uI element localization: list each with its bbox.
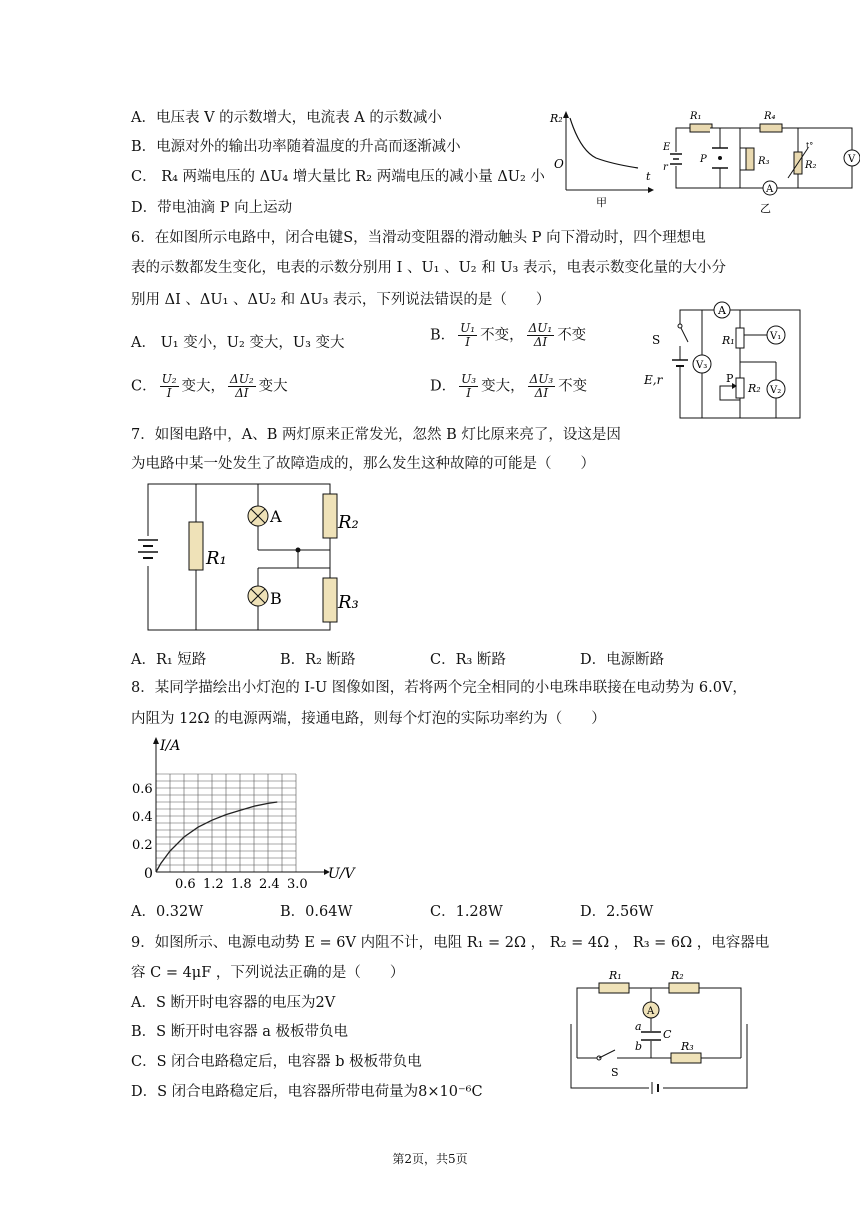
q7-option-c: C．R₃ 断路	[430, 652, 506, 668]
x-tick-label: 1.8	[231, 877, 252, 892]
q8-option-b: B．0.64W	[280, 904, 353, 920]
q8-option-c: C．1.28W	[430, 904, 503, 920]
q9-r2	[669, 983, 699, 993]
q9-line2: 容 C = 4μF ，下列说法正确的是（ ）	[131, 965, 405, 981]
q7-option-d: D．电源断路	[580, 652, 665, 668]
q5-option-c: C． R₄ 两端电压的 ΔU₄ 增大量比 R₂ 两端电压的减小量 ΔU₂ 小	[131, 169, 545, 185]
q9-option-d: D．S 闭合电路稳定后，电容器所带电荷量为8×10⁻⁶C	[131, 1084, 483, 1100]
v1-label: V₁	[770, 331, 782, 342]
q7-r1	[189, 522, 203, 570]
q9-option-b: B．S 断开时电容器 a 极板带负电	[131, 1024, 349, 1040]
q7-r3-label: R₃	[338, 592, 359, 613]
q9-a-label: A	[647, 1006, 655, 1017]
plate-a-label: a	[635, 1020, 642, 1033]
q7-r1-label: R₁	[206, 548, 227, 569]
q6-er-label: E,r	[644, 373, 663, 387]
q9-r3	[671, 1053, 701, 1063]
y-tick-label: 0.2	[132, 838, 153, 853]
page-footer: 第2页，共5页	[392, 1152, 468, 1166]
x-tick-label: 3.0	[287, 877, 308, 892]
q5-circuit-yi	[660, 108, 860, 218]
q5-graph-jia	[548, 108, 658, 208]
q6-r1	[736, 328, 744, 348]
q9-r3-label: R₃	[681, 1040, 694, 1053]
q7-circuit	[130, 478, 370, 638]
capacitor-label: C	[663, 1028, 672, 1041]
q7-r3	[323, 578, 337, 622]
q5-option-d: D．带电油滴 P 向上运动	[131, 200, 293, 216]
r3-label: R₃	[758, 156, 770, 167]
r1-resistor	[690, 124, 712, 132]
q9-option-c: C．S 闭合电路稳定后，电容器 b 极板带负电	[131, 1054, 422, 1070]
q8-line1: 8．某同学描绘出小灯泡的 I-U 图像如图，若将两个完全相同的小电珠串联接在电动势为 6.0V，	[131, 680, 747, 696]
q7-line2: 为电路中某一处发生了故障造成的，那么发生这种故障的可能是（ ）	[131, 456, 595, 472]
r3-resistor	[746, 148, 754, 170]
x-tick-label: 1.2	[203, 877, 224, 892]
x-axis-label: U/V	[328, 866, 355, 882]
q8-option-d: D．2.56W	[580, 904, 654, 920]
ammeter-label: A	[766, 184, 774, 195]
label-yi: 乙	[760, 202, 771, 215]
q9-r1-label: R₁	[609, 969, 622, 982]
q9-r1	[599, 983, 629, 993]
r4-resistor	[760, 124, 782, 132]
t-label: t°	[806, 141, 814, 150]
voltmeter-label: V	[848, 154, 856, 165]
graph-y-label: R₂	[550, 112, 563, 125]
q6-line1: 6．在如图所示电路中，闭合电键S，当滑动变阻器的滑动触头 P 向下滑动时，四个理想电	[131, 230, 706, 246]
q6-s-label: S	[652, 333, 661, 347]
q9-s-label: S	[611, 1066, 619, 1079]
v2-label: V₂	[770, 385, 782, 396]
e-label: E	[663, 142, 671, 153]
v3-label: V₃	[696, 360, 708, 371]
q8-line2: 内阻为 12Ω 的电源两端，接通电路，则每个灯泡的实际功率约为（ ）	[131, 711, 606, 727]
r1-label: R₁	[690, 111, 702, 122]
q6-circuit	[640, 300, 812, 426]
q7-option-b: B．R₂ 断路	[280, 652, 356, 668]
q6-option-b: B． $\frac{\text{U₁}}{I}$ 不变， $\frac{\text{ΔU₁}}{\Delta I}$ 不变	[430, 321, 587, 350]
graph-origin: O	[554, 157, 564, 171]
q9-line1: 9．如图所示、电源电动势 E = 6V 内阻不计，电阻 R₁ = 2Ω ， R₂ = 4Ω ， R₃ = 6Ω ，电容器电	[131, 935, 770, 951]
q9-switch	[599, 1050, 615, 1058]
q6-p-label: P	[726, 372, 734, 385]
q7-option-a: A．R₁ 短路	[131, 652, 207, 668]
q9-r2-label: R₂	[671, 969, 684, 982]
label-jia: 甲	[596, 196, 607, 208]
x-tick-label: 0.6	[175, 877, 196, 892]
origin-label: 0	[144, 866, 153, 882]
q7-r2	[323, 494, 337, 538]
q8-option-a: A．0.32W	[131, 904, 204, 920]
q6-r2-label: R₂	[748, 382, 761, 395]
q7-line1: 7．如图电路中，A、B 两灯原来正常发光，忽然 B 灯比原来亮了，设这是因	[131, 427, 621, 443]
lamp-b-label: B	[270, 589, 282, 608]
q6-option-d: D． $\frac{\text{U₃}}{I}$ 变大， $\frac{\text{ΔU₃}}{\Delta I}$ 不变	[430, 372, 588, 401]
y-axis-label: I/A	[160, 738, 181, 754]
r-label: r	[663, 162, 668, 173]
plate-b-label: b	[635, 1040, 643, 1053]
q6-r1-label: R₁	[722, 334, 735, 347]
x-tick-label: 2.4	[259, 877, 280, 892]
q7-r2-label: R₂	[338, 512, 359, 533]
lamp-a-label: A	[270, 507, 282, 526]
q6-line2: 表的示数都发生变化，电表的示数分别用 I 、U₁ 、U₂ 和 U₃ 表示，电表示数变化量的大小分	[131, 260, 726, 276]
q9-option-a: A．S 断开时电容器的电压为2V	[131, 995, 336, 1011]
r2-label: R₂	[805, 160, 817, 171]
q6-a-label: A	[718, 304, 726, 317]
r4-label: R₄	[764, 111, 776, 122]
q6-line3: 别用 ΔI 、ΔU₁ 、ΔU₂ 和 ΔU₃ 表示，下列说法错误的是（ ）	[131, 292, 551, 308]
q6-option-a: A． U₁ 变小，U₂ 变大，U₃ 变大	[131, 335, 345, 351]
q6-r2	[736, 378, 744, 398]
q6-option-c: C． $\frac{\text{U₂}}{I}$ 变大， $\frac{\text{ΔU₂}}{\Delta I}$ 变大	[131, 372, 288, 401]
p-label: P	[700, 154, 707, 165]
iu-chart	[130, 732, 370, 892]
y-tick-label: 0.4	[132, 810, 153, 825]
y-tick-label: 0.6	[132, 782, 153, 797]
graph-t-label: t	[646, 170, 651, 183]
q5-option-b: B．电源对外的输出功率随着温度的升高而逐渐减小	[131, 139, 461, 155]
q5-option-a: A．电压表 V 的示数增大，电流表 A 的示数减小	[131, 110, 442, 126]
q9-circuit	[565, 968, 755, 1096]
